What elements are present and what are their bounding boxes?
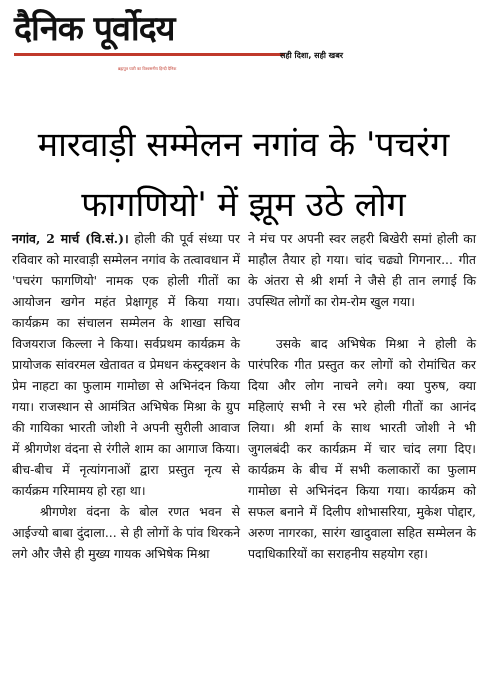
article-headline: मारवाड़ी सम्मेलन नगांव के 'पचरंग फागणियो' में झूम उठे लोग <box>37 124 450 225</box>
article-column-right <box>248 228 476 564</box>
article-text: होली की पूर्व संध्या पर रविवार को मारवाड़ी सम्मेलन नगांव के तत्वावधान में 'पचरंग फागणियो' नामक एक होली गीतों का आयोजन खगेन महंत प्रेक्षागृह में किया गया। कार्यक्रम का संचालन सम्मेलन के शाखा सचिव विजयराज किल्ला ने किया। सर्वप्रथम कार्यक्रम के प्रायोजक सांवरमल खेतावत व प्रेमधन कंस्ट्रक्शन के प्रेम नाहटा का फुलाम गामोछा से अभिनंदन किया गया। राजस्थान से आमंत्रित अभिषेक मिश्रा के ग्रुप की गायिका भारती जोशी ने अपनी सुरीली आवाज में श्रीगणेश वंदना से रंगीले शाम का आगाज किया। बीच-बीच में नृत्यांगनाओं द्वारा प्रस्तुत नृत्य से कार्यक्रम गरिमामय हो रहा था। <box>12 231 240 498</box>
article-paragraph: ने मंच पर अपनी स्वर लहरी बिखेरी समां होली का माहौल तैयार हो गया। चांद चढ्यो गिगनार... गीत के अंतरा से श्री शर्मा ने जैसे ही तान लगाई कि उपस्थित लोगों का रोम-रोम खुल गया। <box>248 231 476 309</box>
article-column-left <box>12 228 240 564</box>
masthead-subline: ब्रह्मपुत्र घाटी का विश्वसनीय हिन्दी दैनिक <box>118 66 177 71</box>
masthead-tagline: सही दिशा, सही खबर <box>280 51 344 60</box>
masthead <box>0 0 487 80</box>
dateline: नगांव, 2 मार्च (वि.सं.)। <box>12 231 129 246</box>
newspaper-logo: दैनिक पूर्वोदय <box>14 9 175 49</box>
article-paragraph: उसके बाद अभिषेक मिश्रा ने होली के पारंपरिक गीत प्रस्तुत कर लोगों को रोमांचित कर दिया और लोग नाचने लगे। क्या पुरुष, क्या महिलाएं सभी ने रस भरे होली गीतों का आनंद लिया। श्री शर्मा के साथ भारती जोशी ने भी जुगलबंदी कर कार्यक्रम में चार चांद लगा दिए। कार्यक्रम के बीच में सभी कलाकारों का फुलाम गामोछा से अभिनंदन किया गया। कार्यक्रम को सफल बनाने में दिलीप शोभासरिया, मुकेश पोद्दार, अरुण नागरका, सारंग खादुवाला सहित सम्मेलन के पदाधिकारियों का सराहनीय सहयोग रहा। <box>248 336 476 561</box>
logo-underline-icon <box>14 50 284 60</box>
article-paragraph <box>12 228 240 501</box>
article-paragraph: श्रीगणेश वंदना के बोल रणत भवन से आईज्यो बाबा दुंदाला... से ही लोगों के पांव थिरकने लगे और जैसे ही मुख्य गायक अभिषेक मिश्रा <box>12 504 240 561</box>
